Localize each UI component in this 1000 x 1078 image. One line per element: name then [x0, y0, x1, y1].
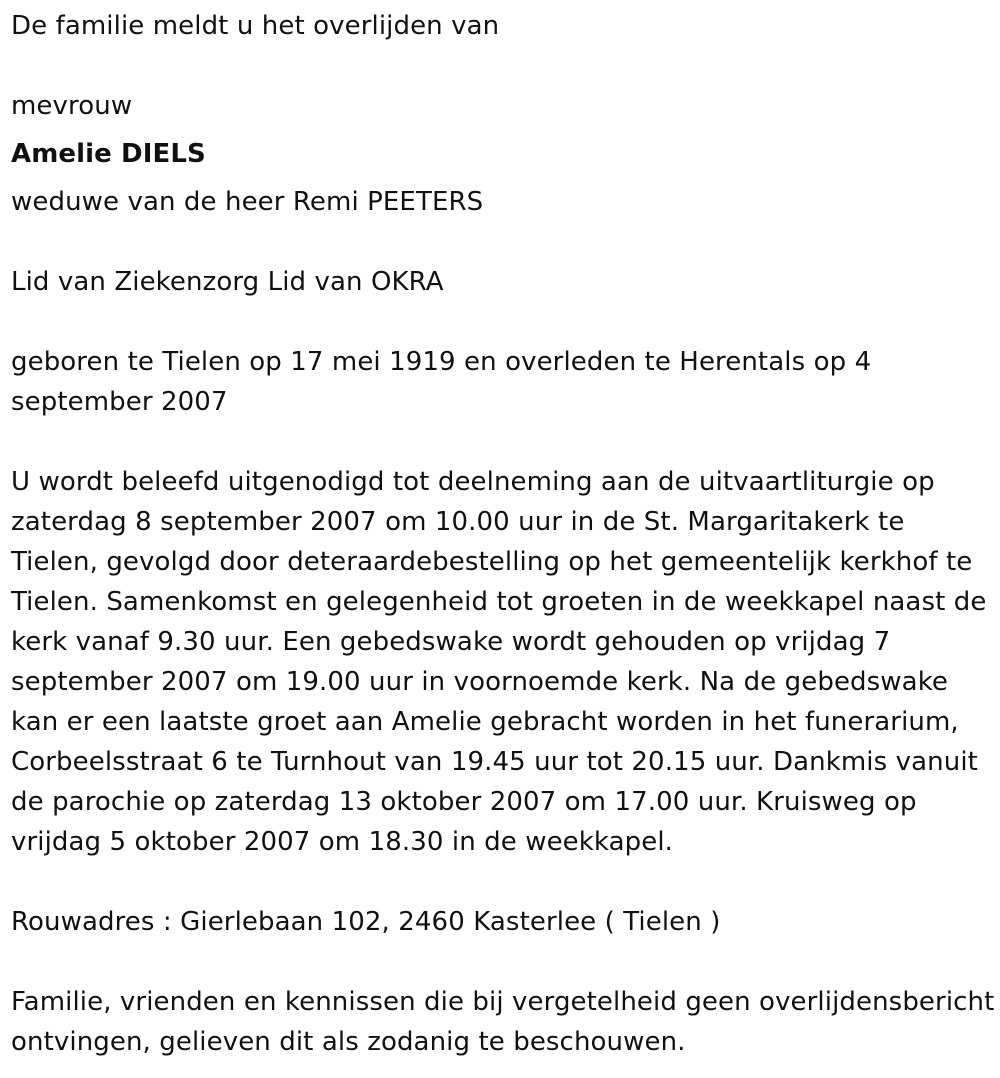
- spouse-line: weduwe van de heer Remi PEETERS: [11, 187, 484, 217]
- deceased-name: Amelie DIELS: [11, 139, 206, 169]
- death-notice: [11, 6, 996, 1062]
- intro-text: De familie meldt u het overlijden van: [11, 11, 500, 41]
- closing-paragraph: Familie, vrienden en kennissen die bij vergetelheid geen overlijdensbericht ontvingen, gelieven dit als zodanig te beschouwen.: [11, 987, 995, 1057]
- honorific: mevrouw: [11, 91, 133, 121]
- ceremony-paragraph: U wordt beleefd uitgenodigd tot deelneming aan de uitvaartliturgie op zaterdag 8 september 2007 om 10.00 uur in de St. Margaritakerk te Tielen, gevolgd door deteraardebestelling op het gemeentelijk kerkhof te Tielen. Samenkomst en gelegenheid tot groeten in de weekkapel naast de kerk vanaf 9.30 uur. Een gebedswake wordt gehouden op vrijdag 7 september 2007 om 19.00 uur in voornoemde kerk. Na de gebedswake kan er een laatste groet aan Amelie gebracht worden in het funerarium, Corbeelsstraat 6 te Turnhout van 19.45 uur tot 20.15 uur. Dankmis vanuit de parochie op zaterdag 13 oktober 2007 om 17.00 uur. Kruisweg op vrijdag 5 oktober 2007 om 18.30 in de weekkapel.: [11, 467, 987, 857]
- birth-death-paragraph: geboren te Tielen op 17 mei 1919 en overleden te Herentals op 4 september 2007: [11, 347, 872, 417]
- address-line: Rouwadres : Gierlebaan 102, 2460 Kasterlee ( Tielen ): [11, 907, 721, 937]
- memberships-line: Lid van Ziekenzorg Lid van OKRA: [11, 267, 444, 297]
